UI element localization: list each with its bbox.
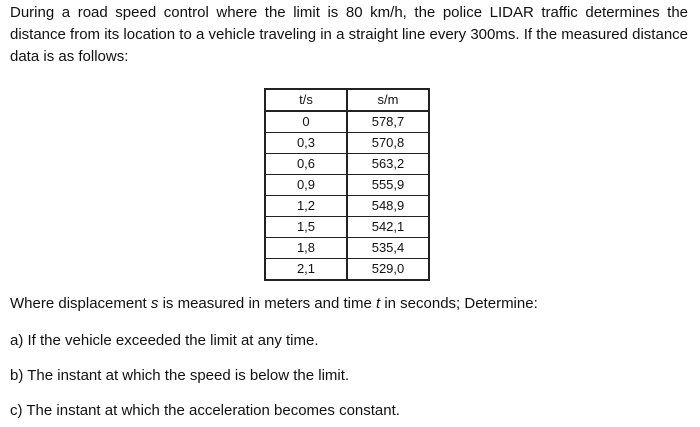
table-row — [265, 196, 429, 217]
cell-distance: 529,0 — [347, 259, 429, 281]
table-row — [265, 154, 429, 175]
cell-distance: 548,9 — [347, 196, 429, 217]
cell-time: 1,2 — [265, 196, 347, 217]
cell-distance: 563,2 — [347, 154, 429, 175]
question-c: c) The instant at which the acceleration becomes constant. — [10, 402, 400, 419]
problem-intro: During a road speed control where the limit is 80 km/h, the police LIDAR traffic determines the distance from its location to a vehicle traveling in a straight line every 300ms. If the measured distance data is as follows: — [10, 4, 688, 65]
variable-t: t — [376, 295, 381, 312]
table-header-row — [265, 89, 429, 111]
question-b: b) The instant at which the speed is below the limit. — [10, 367, 350, 384]
cell-time: 0 — [265, 111, 347, 133]
question-a: a) If the vehicle exceeded the limit at any time. — [10, 332, 319, 349]
table-row — [265, 238, 429, 259]
cell-time: 1,8 — [265, 238, 347, 259]
cell-time: 0,3 — [265, 133, 347, 154]
table-row — [265, 259, 429, 281]
where-text-3: in seconds; Determine: — [380, 295, 538, 312]
header-time: t/s — [265, 89, 347, 111]
cell-time: 0,6 — [265, 154, 347, 175]
table-row — [265, 133, 429, 154]
cell-time: 1,5 — [265, 217, 347, 238]
table-row — [265, 217, 429, 238]
cell-time: 0,9 — [265, 175, 347, 196]
cell-time: 2,1 — [265, 259, 347, 281]
table-row — [265, 175, 429, 196]
where-text-1: Where displacement — [10, 295, 151, 312]
distance-data-table — [264, 88, 430, 281]
variable-s: s — [150, 295, 159, 312]
where-text-2: is measured in meters and time — [158, 295, 376, 312]
cell-distance: 542,1 — [347, 217, 429, 238]
cell-distance: 535,4 — [347, 238, 429, 259]
cell-distance: 570,8 — [347, 133, 429, 154]
units-statement — [10, 294, 538, 314]
cell-distance: 555,9 — [347, 175, 429, 196]
cell-distance: 578,7 — [347, 111, 429, 133]
table-row — [265, 111, 429, 133]
header-distance: s/m — [347, 89, 429, 111]
